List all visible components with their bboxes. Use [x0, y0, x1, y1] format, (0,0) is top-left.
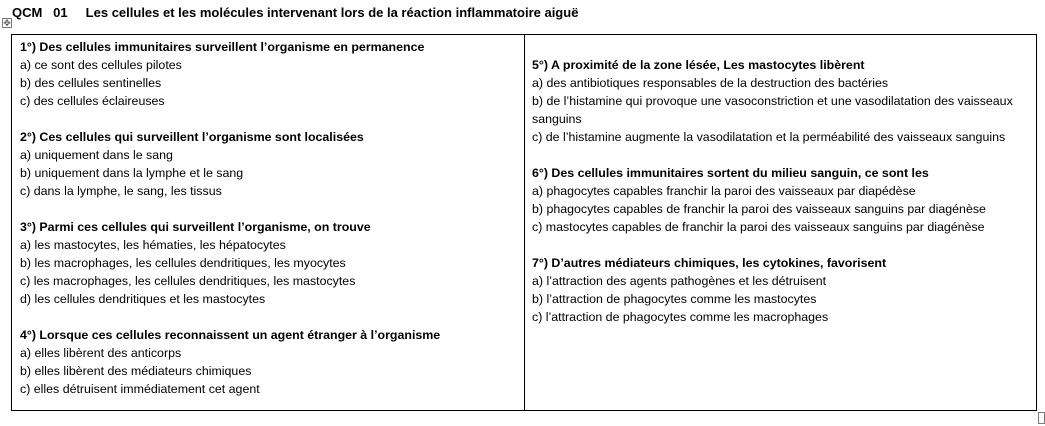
question-3 — [20, 218, 524, 308]
answer-option: c) elles détruisent immédiatement cet agent — [20, 382, 260, 396]
answer-option: a) l’attraction des agents pathogènes et les détruisent — [532, 274, 827, 288]
answer-option: b) phagocytes capables de franchir la paroi des vaisseaux sanguins par diagénèse — [532, 202, 986, 216]
answer-option: a) des antibiotiques responsables de la destruction des bactéries — [532, 76, 889, 90]
answer-option: b) les macrophages, les cellules dendritiques, les myocytes — [20, 256, 346, 270]
answer-option: b) elles libèrent des médiateurs chimiques — [20, 364, 252, 378]
question-title: 2°) Ces cellules qui surveillent l’organisme sont localisées — [20, 130, 364, 144]
answer-option: c) de l’histamine augmente la vasodilatation et la perméabilité des vaisseaux sanguins — [532, 130, 1006, 144]
right-column — [525, 35, 1036, 410]
answer-option: d) les cellules dendritiques et les mastocytes — [20, 292, 266, 306]
question-5 — [532, 56, 1036, 146]
answer-option: a) les mastocytes, les hématies, les hépatocytes — [20, 238, 286, 252]
question-title: 6°) Des cellules immunitaires sortent du milieu sanguin, ce sont les — [532, 166, 929, 180]
answer-option: b) l’attraction de phagocytes comme les mastocytes — [532, 292, 817, 306]
question-title: 1°) Des cellules immunitaires surveillent l’organisme en permanence — [20, 40, 425, 54]
question-7 — [532, 254, 1036, 326]
table-move-handle-icon[interactable]: ✥ — [3, 18, 11, 28]
table-resize-handle-icon[interactable] — [1038, 412, 1045, 424]
answer-option: c) mastocytes capables de franchir la paroi des vaisseaux sanguins par diagénèse — [532, 220, 985, 234]
page-title: QCM 01 Les cellules et les molécules intervenant lors de la réaction inflammatoire aiguë — [12, 5, 579, 20]
question-title: 5°) A proximité de la zone lésée, Les mastocytes libèrent — [532, 58, 865, 72]
answer-option: a) elles libèrent des anticorps — [20, 346, 182, 360]
question-title: 3°) Parmi ces cellules qui surveillent l’organisme, on trouve — [20, 220, 371, 234]
quiz-table — [11, 34, 1037, 411]
answer-option: a) phagocytes capables franchir la paroi des vaisseaux par diapédèse — [532, 184, 916, 198]
answer-option: a) uniquement dans le sang — [20, 148, 173, 162]
question-1 — [20, 38, 524, 110]
answer-option: c) dans la lymphe, le sang, les tissus — [20, 184, 222, 198]
question-title: 7°) D’autres médiateurs chimiques, les cytokines, favorisent — [532, 256, 887, 270]
question-2 — [20, 128, 524, 200]
left-column — [12, 35, 525, 410]
question-6 — [532, 164, 1036, 236]
answer-option: c) des cellules éclaireuses — [20, 94, 165, 108]
answer-option: b) de l’histamine qui provoque une vasoconstriction et une vasodilatation des vaisseaux sanguins — [532, 94, 1013, 126]
question-4 — [20, 326, 524, 398]
answer-option: c) les macrophages, les cellules dendritiques, les mastocytes — [20, 274, 356, 288]
answer-option: c) l’attraction de phagocytes comme les macrophages — [532, 310, 829, 324]
answer-option: b) uniquement dans la lymphe et le sang — [20, 166, 244, 180]
question-title: 4°) Lorsque ces cellules reconnaissent un agent étranger à l’organisme — [20, 328, 441, 342]
answer-option: b) des cellules sentinelles — [20, 76, 162, 90]
answer-option: a) ce sont des cellules pilotes — [20, 58, 182, 72]
